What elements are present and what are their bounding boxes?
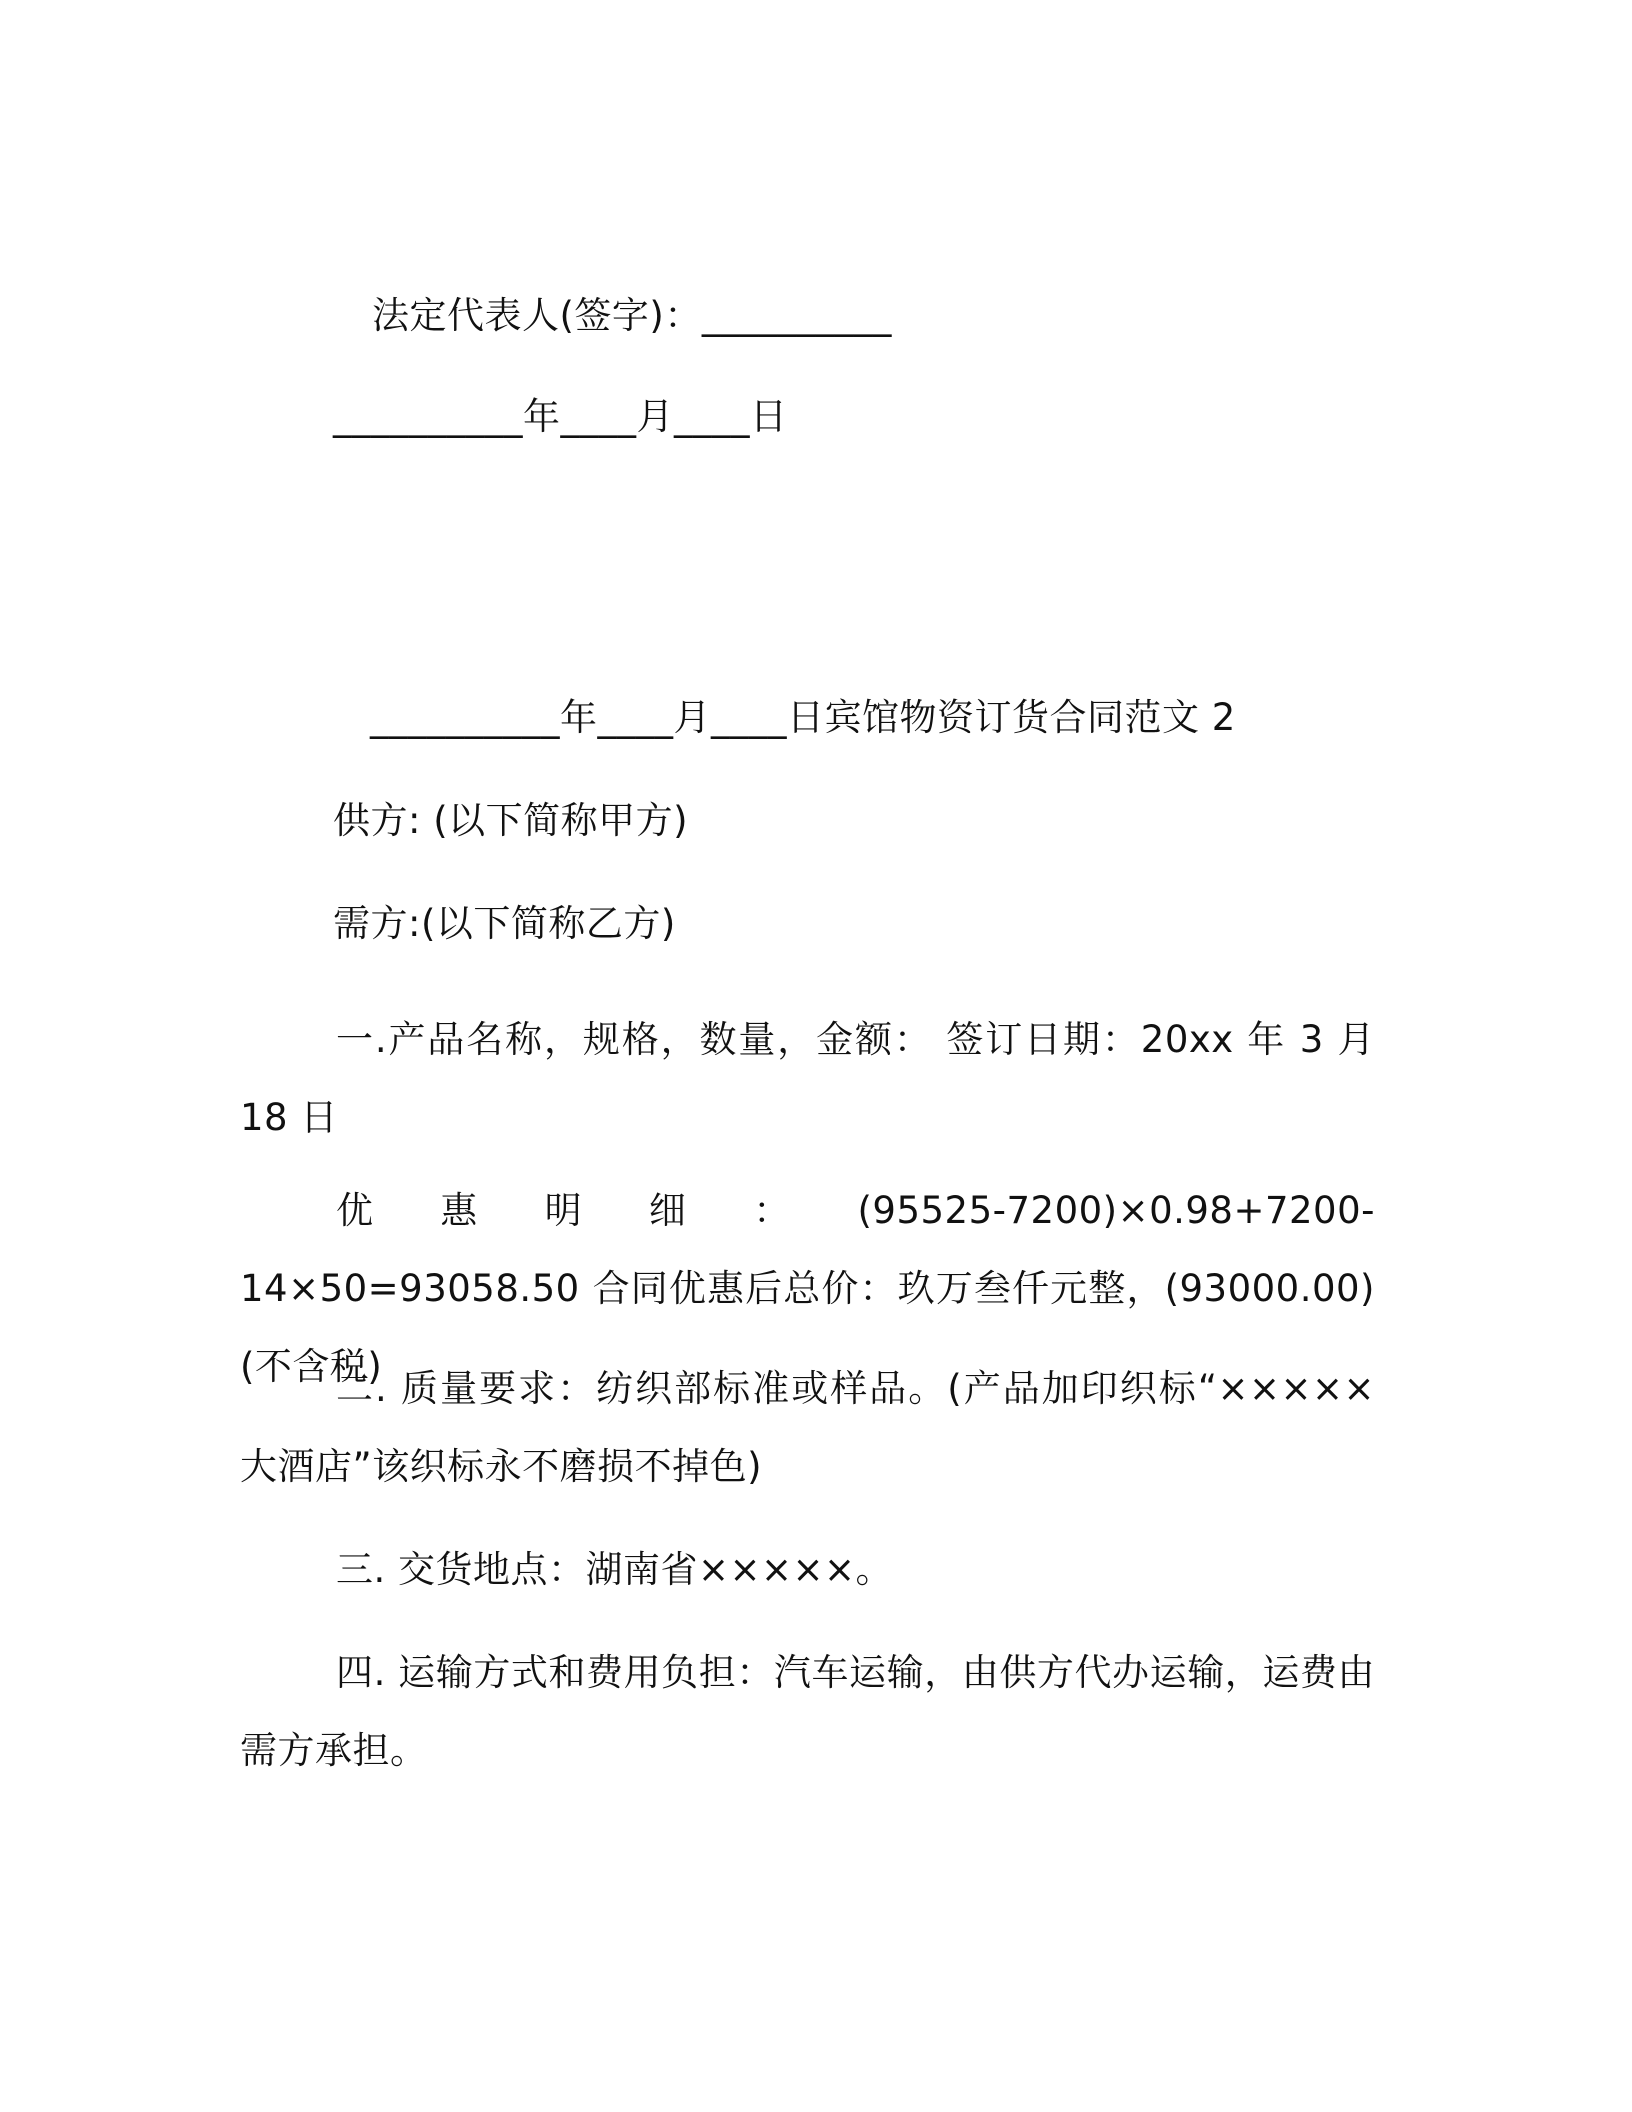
clause-discount-details: 优惠明细：(95525-7200)×0.98+7200-14×50=93058.50 合同优惠后总价：玖万叁仟元整，(93000.00)(不含税) <box>240 1189 1375 1388</box>
clause-delivery-location: 三. 交货地点：湖南省×××××。 <box>336 1548 894 1591</box>
clause-transport-costs: 四. 运输方式和费用负担：汽车运输，由供方代办运输，运费由需方承担。 <box>240 1651 1375 1772</box>
contract-title: __________年____月____日宾馆物资订货合同范文 2 <box>370 696 1236 739</box>
signature-date-line: __________年____月____日 <box>333 395 788 438</box>
legal-representative-signature-line: 法定代表人(签字)：__________ <box>372 294 892 337</box>
buyer-line: 需方:(以下简称乙方) <box>333 902 676 945</box>
clause-quality-requirements: 二. 质量要求：纺织部标准或样品。(产品加印织标“×××××大酒店”该织标永不磨损不掉色) <box>240 1367 1375 1488</box>
clause-product-info: 一.产品名称，规格，数量，金额： 签订日期：20xx 年 3 月 18 日 <box>240 1018 1375 1139</box>
supplier-line: 供方: (以下简称甲方) <box>333 799 689 842</box>
